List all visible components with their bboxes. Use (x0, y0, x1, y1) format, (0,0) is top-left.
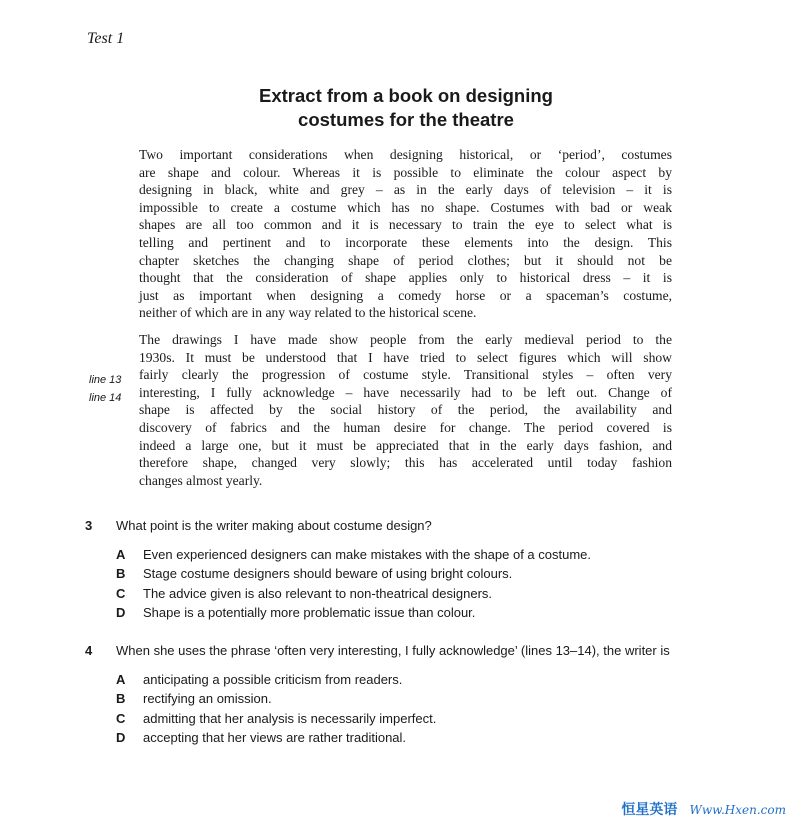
passage-line: discovery of fabrics and the human desire for change. The period covered is (139, 419, 672, 435)
option-text: rectifying an omission. (143, 691, 272, 707)
option-text: Even experienced designers can make mistakes with the shape of a costume. (143, 546, 592, 562)
option-letter: B (116, 691, 126, 707)
question-number: 4 (85, 643, 93, 658)
watermark-chinese: 恒星英语 (621, 802, 678, 818)
passage-title (0, 84, 800, 131)
option-text: Shape is a potentially more problematic issue than colour. (143, 605, 476, 621)
question-stem: What point is the writer making about costume design? (116, 518, 432, 533)
passage-line: indeed a large one, but it must be appreciated that in the early days fashion, and (139, 437, 672, 453)
option-text: The advice given is also relevant to non-theatrical designers. (143, 585, 493, 601)
option-b[interactable] (116, 564, 705, 584)
passage-line: 1930s. It must be understood that I have tried to select figures which will show (139, 349, 672, 365)
option-d[interactable] (116, 728, 705, 748)
option-c[interactable] (116, 584, 705, 604)
answer-options (116, 670, 705, 748)
watermark (621, 799, 786, 819)
line-14-label: line 14 (89, 392, 122, 404)
question-number: 3 (85, 518, 93, 533)
option-c[interactable] (116, 709, 705, 729)
option-letter: C (116, 585, 126, 601)
passage-line: The drawings I have made show people from the early medieval period to the (139, 331, 672, 347)
passage-line: interesting, I fully acknowledge – have necessarily had to be left out. Change of (139, 384, 672, 400)
option-a[interactable] (116, 545, 705, 565)
page-header: Test 1 (87, 30, 125, 47)
passage-line: fairly clearly the progression of costume style. Transitional styles – often very (139, 367, 672, 383)
paragraph-1 (139, 146, 672, 322)
passage-line: are shape and colour. Whereas it is possible to eliminate the colour aspect by (139, 164, 672, 180)
option-b[interactable] (116, 689, 705, 709)
passage-line: Two important considerations when designing historical, or ‘period’, costumes (139, 147, 672, 162)
passage-line: impossible to create a costume which has no shape. Costumes with bad or weak (139, 199, 672, 215)
option-text: Stage costume designers should beware of using bright colours. (143, 566, 513, 582)
line-13-label: line 13 (89, 374, 122, 386)
passage-line: telling and pertinent and to incorporate these elements into the design. This (139, 234, 672, 250)
passage-line: neither of which are in any way related to the historical scene. (139, 305, 477, 321)
passage-line: shape is affected by the social history of the period, the availability and (139, 402, 672, 418)
option-a[interactable] (116, 670, 705, 690)
title-line-1: Extract from a book on designing (259, 85, 553, 106)
option-letter: A (116, 546, 126, 562)
paragraph-2 (139, 331, 672, 489)
option-letter: B (116, 566, 126, 582)
question-stem: When she uses the phrase ‘often very interesting, I fully acknowledge’ (lines 13–14), the writer is (116, 643, 670, 658)
option-letter: C (116, 710, 126, 726)
question-3 (85, 516, 705, 623)
question-4 (85, 641, 705, 748)
passage-line: shapes are all too common and it is necessary to train the eye to select what is (139, 217, 672, 233)
watermark-url[interactable]: Www.Hxen.com (689, 803, 786, 817)
option-letter: D (116, 605, 126, 621)
option-text: accepting that her views are rather traditional. (143, 730, 407, 746)
passage-line: changes almost yearly. (139, 472, 263, 488)
title-line-2: costumes for the theatre (298, 108, 514, 130)
option-text: admitting that her analysis is necessarily imperfect. (143, 710, 437, 726)
passage (139, 146, 672, 489)
option-letter: A (116, 671, 126, 687)
answer-options (116, 545, 705, 623)
option-d[interactable] (116, 603, 705, 623)
option-text: anticipating a possible criticism from readers. (143, 671, 403, 687)
passage-line: chapter sketches the changing shape of period clothes; but it should not be (139, 252, 672, 268)
passage-line: therefore shape, changed very slowly; this has accelerated until today fashion (139, 455, 672, 471)
passage-line: designing in black, white and grey – as in the early days of television – it is (139, 182, 672, 198)
option-letter: D (116, 730, 126, 746)
passage-line: just as important when designing a comedy horse or a spaceman’s costume, (139, 287, 672, 303)
passage-line: thought that the consideration of shape applies only to historical dress – it is (139, 270, 672, 286)
